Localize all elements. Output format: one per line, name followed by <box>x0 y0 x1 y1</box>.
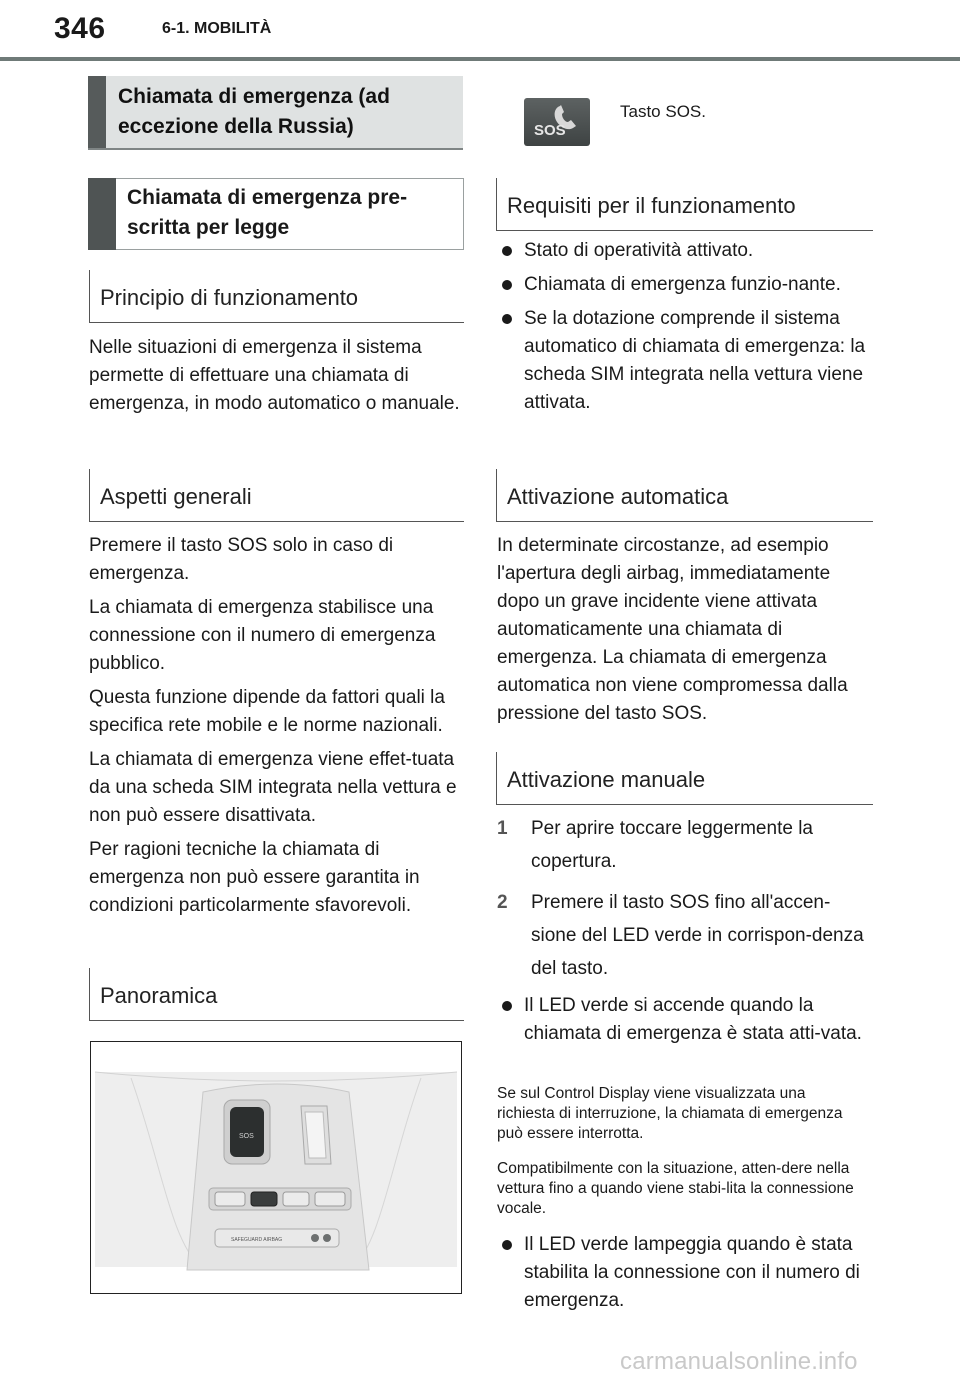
sos-button-graphic <box>230 1107 264 1157</box>
airbag-panel-label: SAFEGUARD AIRBAG <box>231 1237 283 1243</box>
step-number: 1 <box>497 818 508 839</box>
led-bullet: Il LED verde lampeggia quando è stata stabilita la connessione con il numero di emergenza. <box>498 1231 868 1315</box>
sos-button-graphic-label: SOS <box>239 1133 254 1140</box>
sos-key-image <box>524 98 590 146</box>
step-item <box>497 812 869 878</box>
heading-overview-text: Panoramica <box>100 983 218 1008</box>
general-paragraphs <box>89 532 467 920</box>
heading-requirements-text: Requisiti per il funzionamento <box>507 193 796 218</box>
general-paragraph: La chiamata di emergenza stabilisce una connessione con il numero di emergenza pubblico. <box>89 597 436 674</box>
heading-general-text: Aspetti generali <box>100 484 252 509</box>
led-bullet: Il LED verde si accende quando la chiamata di emergenza è stata atti-vata. <box>498 992 868 1048</box>
heading-manual-activation <box>496 752 873 805</box>
page-number: 346 <box>54 12 106 45</box>
overhead-console-illustration <box>90 1041 462 1294</box>
step-text: Premere il tasto SOS fino all'accen-sione del LED verde in corrispon-denza del tasto. <box>531 892 864 979</box>
note-interrupt: Se sul Control Display viene visualizzata una richiesta di interruzione, la chiamata di emergenza può essere interrotta. <box>497 1085 843 1142</box>
sos-caption: Tasto SOS. <box>620 102 706 121</box>
requirement-item: Chiamata di emergenza funzio-nante. <box>498 271 870 299</box>
heading-auto-text: Attivazione automatica <box>507 484 729 509</box>
requirement-item: Se la dotazione comprende il sistema automatico di chiamata di emergenza: la scheda SIM integrata nella vettura viene attivata. <box>498 305 870 417</box>
step-item <box>497 886 869 985</box>
step-text: Per aprire toccare leggermente la copertura. <box>531 818 813 872</box>
heading-principle-text: Principio di funzionamento <box>100 285 359 310</box>
heading-manual-text: Attivazione manuale <box>507 767 706 792</box>
requirements-list <box>498 237 870 423</box>
led-list-2 <box>498 1231 868 1321</box>
watermark: carmanualsonline.info <box>620 1348 858 1375</box>
principle-paragraph: Nelle situazioni di emergenza il sistema permette di effettuare una chiamata di emergenza, in modo automatico o manuale. <box>89 337 460 414</box>
general-paragraph: La chiamata di emergenza viene effet-tuata da una scheda SIM integrata nella vettura e non può essere disattivata. <box>89 749 457 826</box>
heading-overview <box>89 968 464 1021</box>
general-paragraph: Questa funzione dipende da fattori quali la specifica rete mobile e le norme nazionali. <box>89 687 445 736</box>
sos-key-label: SOS <box>534 122 566 139</box>
general-paragraph: Per ragioni tecniche la chiamata di emergenza non può essere garantita in condizioni particolarmente sfavorevoli. <box>89 839 420 916</box>
chapter-title-box <box>88 76 463 150</box>
subtitle-box <box>88 178 464 250</box>
title-box-accent <box>88 76 106 148</box>
auto-activation-paragraph: In determinate circostanze, ad esempio l'apertura degli airbag, immediatamente dopo un grave incidente viene attivata automaticamente una chiamata di emergenza. La chiamata di emergenza automatica non viene compromessa dalla pressione del tasto SOS. <box>497 535 848 724</box>
heading-principle <box>89 270 464 323</box>
subtitle-box-accent <box>88 178 116 250</box>
led-list-1 <box>498 992 868 1054</box>
overhead-console-drawing <box>91 1042 461 1293</box>
heading-requirements <box>496 178 873 231</box>
heading-auto-activation <box>496 469 873 522</box>
subtitle: Chiamata di emergenza pre-scritta per legge <box>127 186 408 239</box>
header-divider <box>0 57 960 61</box>
section-label: 6-1. MOBILITÀ <box>162 20 272 37</box>
requirement-item: Stato di operatività attivato. <box>498 237 870 265</box>
manual-steps <box>497 812 869 993</box>
general-paragraph: Premere il tasto SOS solo in caso di emergenza. <box>89 535 394 584</box>
step-number: 2 <box>497 892 508 913</box>
heading-general <box>89 469 464 522</box>
note-wait: Compatibilmente con la situazione, atten-dere nella vettura fino a quando viene stabi-lita la connessione vocale. <box>497 1160 854 1217</box>
chapter-title: Chiamata di emergenza (ad eccezione della Russia) <box>118 85 390 138</box>
